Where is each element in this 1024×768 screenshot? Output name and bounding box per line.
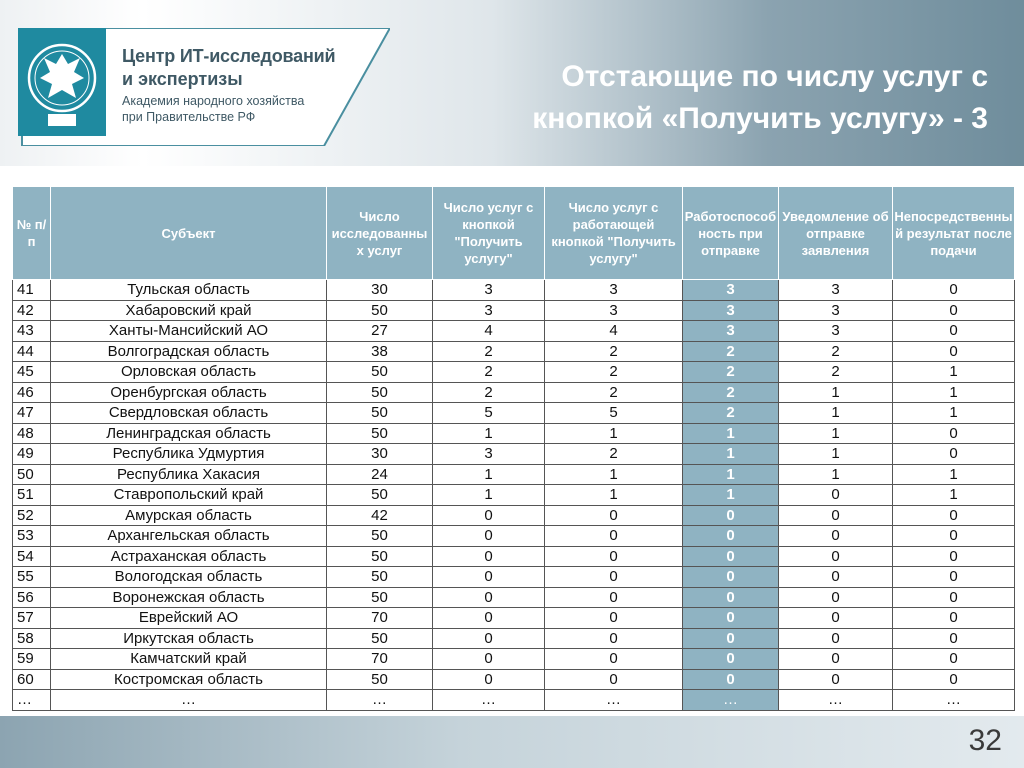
table-cell: 2 <box>779 341 893 362</box>
table-cell: Республика Хакасия <box>51 464 327 485</box>
eagle-emblem-icon <box>18 28 106 136</box>
table-cell: 50 <box>327 362 433 383</box>
table-cell: 1 <box>545 464 683 485</box>
table-cell: 2 <box>683 341 779 362</box>
table-cell: 58 <box>13 628 51 649</box>
table-cell: 1 <box>433 423 545 444</box>
table-cell: 0 <box>893 300 1015 321</box>
table-cell: 50 <box>327 423 433 444</box>
table-cell: 0 <box>779 505 893 526</box>
table-cell: … <box>683 690 779 711</box>
table-cell: 3 <box>683 321 779 342</box>
table-cell: 0 <box>893 341 1015 362</box>
table-cell: 1 <box>779 464 893 485</box>
table-cell: 0 <box>433 546 545 567</box>
table-cell: 0 <box>779 567 893 588</box>
table-cell: 2 <box>433 341 545 362</box>
table-cell: 2 <box>545 341 683 362</box>
table-cell: 0 <box>893 669 1015 690</box>
table-cell: Хабаровский край <box>51 300 327 321</box>
table-cell: 2 <box>779 362 893 383</box>
table-cell: … <box>13 690 51 711</box>
table-cell: 2 <box>545 444 683 465</box>
table-cell: 56 <box>13 587 51 608</box>
table-cell: 1 <box>893 382 1015 403</box>
table-cell: 3 <box>433 280 545 301</box>
table-cell: 70 <box>327 608 433 629</box>
table-row <box>13 464 1015 485</box>
table-row <box>13 341 1015 362</box>
slide-header <box>0 0 1024 166</box>
table-cell: 41 <box>13 280 51 301</box>
table-cell: 49 <box>13 444 51 465</box>
table-cell: 0 <box>683 567 779 588</box>
table-cell: 0 <box>779 485 893 506</box>
org-name-line-1: Центр ИТ-исследований <box>122 46 336 66</box>
table-cell: 0 <box>893 423 1015 444</box>
table-cell: 3 <box>683 280 779 301</box>
table-cell: 30 <box>327 444 433 465</box>
table-cell: 44 <box>13 341 51 362</box>
table-cell: 1 <box>779 382 893 403</box>
table-cell: 1 <box>779 403 893 424</box>
table-cell: 51 <box>13 485 51 506</box>
table-cell: 0 <box>893 526 1015 547</box>
table-cell: 50 <box>327 567 433 588</box>
table-cell: 50 <box>13 464 51 485</box>
table-cell: 0 <box>433 505 545 526</box>
table-row <box>13 423 1015 444</box>
table-cell: 55 <box>13 567 51 588</box>
table-row <box>13 321 1015 342</box>
table-cell: 50 <box>327 300 433 321</box>
table-row <box>13 587 1015 608</box>
table-header-row <box>13 187 1015 280</box>
table-cell: 0 <box>683 587 779 608</box>
table-cell: 3 <box>683 300 779 321</box>
table-row <box>13 300 1015 321</box>
table-cell: 0 <box>893 649 1015 670</box>
table-cell: 0 <box>433 669 545 690</box>
table-cell: 70 <box>327 649 433 670</box>
table-cell: Астраханская область <box>51 546 327 567</box>
table-cell: 3 <box>433 444 545 465</box>
table-cell: 30 <box>327 280 433 301</box>
page-number: 32 <box>968 724 1002 757</box>
table-cell: 0 <box>433 608 545 629</box>
table-cell: 1 <box>893 403 1015 424</box>
table-row <box>13 485 1015 506</box>
table-cell: Республика Удмуртия <box>51 444 327 465</box>
table-cell: 0 <box>893 567 1015 588</box>
table-cell: 0 <box>545 587 683 608</box>
table-cell: 1 <box>893 464 1015 485</box>
table-cell: Ставропольский край <box>51 485 327 506</box>
table-cell: … <box>779 690 893 711</box>
table-cell: 0 <box>683 505 779 526</box>
table-cell: 42 <box>13 300 51 321</box>
slide-footer <box>0 716 1024 768</box>
table-cell: 0 <box>683 669 779 690</box>
table-cell: Ленинградская область <box>51 423 327 444</box>
table-cell: 50 <box>327 526 433 547</box>
table-cell: 0 <box>893 321 1015 342</box>
table-cell: 1 <box>683 485 779 506</box>
table-row <box>13 649 1015 670</box>
column-header: Непосредственный результат после подачи <box>893 187 1015 280</box>
table-row <box>13 362 1015 383</box>
table-row <box>13 382 1015 403</box>
org-name-line-2: и экспертизы <box>122 69 243 89</box>
table-cell: 4 <box>545 321 683 342</box>
table-cell: 46 <box>13 382 51 403</box>
column-header: Субъект <box>51 187 327 280</box>
table-cell: 0 <box>893 505 1015 526</box>
table-cell: 1 <box>433 485 545 506</box>
table-cell: Свердловская область <box>51 403 327 424</box>
column-header: Число услуг с кнопкой "Получить услугу" <box>433 187 545 280</box>
table-cell: 50 <box>327 628 433 649</box>
organization-logo <box>18 28 390 146</box>
table-cell: 1 <box>779 423 893 444</box>
table-cell: Ханты-Мансийский АО <box>51 321 327 342</box>
table-cell: 53 <box>13 526 51 547</box>
table-row <box>13 526 1015 547</box>
table-cell: 1 <box>683 464 779 485</box>
table-cell: Волгоградская область <box>51 341 327 362</box>
table-cell: 1 <box>545 423 683 444</box>
table-cell: 0 <box>545 505 683 526</box>
table-cell: 2 <box>683 362 779 383</box>
table-cell: 0 <box>893 546 1015 567</box>
table-cell: 3 <box>433 300 545 321</box>
table-cell: 0 <box>545 526 683 547</box>
table-cell: 57 <box>13 608 51 629</box>
table-cell: 50 <box>327 485 433 506</box>
table-cell: 5 <box>433 403 545 424</box>
column-header: Число исследованных услуг <box>327 187 433 280</box>
org-subtitle-line-1: Академия народного хозяйства <box>122 94 305 108</box>
table-cell: 2 <box>683 382 779 403</box>
table-cell: 0 <box>779 649 893 670</box>
table-cell: 45 <box>13 362 51 383</box>
slide-title-line-2: кнопкой «Получить услугу» - 3 <box>532 102 988 135</box>
services-table <box>12 186 1015 711</box>
table-row <box>13 567 1015 588</box>
table-cell: 0 <box>893 444 1015 465</box>
table-cell: 60 <box>13 669 51 690</box>
table-cell: … <box>893 690 1015 711</box>
table-cell: Воронежская область <box>51 587 327 608</box>
table-cell: 0 <box>545 567 683 588</box>
table-cell: 3 <box>545 300 683 321</box>
table-cell: 0 <box>779 526 893 547</box>
table-cell: … <box>327 690 433 711</box>
table-cell: 4 <box>433 321 545 342</box>
table-cell: Вологодская область <box>51 567 327 588</box>
table-cell: 0 <box>893 608 1015 629</box>
table-row <box>13 403 1015 424</box>
table-cell: 50 <box>327 382 433 403</box>
table-row <box>13 690 1015 711</box>
table-cell: 2 <box>433 362 545 383</box>
table-cell: 0 <box>893 280 1015 301</box>
table-cell: 3 <box>545 280 683 301</box>
table-cell: 54 <box>13 546 51 567</box>
table-cell: … <box>51 690 327 711</box>
table-cell: Амурская область <box>51 505 327 526</box>
table-cell: 50 <box>327 403 433 424</box>
table-cell: 43 <box>13 321 51 342</box>
table-cell: 0 <box>893 628 1015 649</box>
table-cell: 0 <box>433 567 545 588</box>
table-cell: 0 <box>893 587 1015 608</box>
table-cell: 0 <box>433 628 545 649</box>
table-row <box>13 608 1015 629</box>
table-row <box>13 546 1015 567</box>
table-cell: 50 <box>327 546 433 567</box>
table-cell: 0 <box>779 608 893 629</box>
table-cell: 0 <box>433 526 545 547</box>
table-cell: 0 <box>545 628 683 649</box>
table-cell: … <box>433 690 545 711</box>
table-cell: 0 <box>683 649 779 670</box>
table-cell: Орловская область <box>51 362 327 383</box>
table-cell: Оренбургская область <box>51 382 327 403</box>
table-cell: 5 <box>545 403 683 424</box>
table-cell: 0 <box>779 546 893 567</box>
table-cell: 0 <box>683 608 779 629</box>
table-cell: 0 <box>545 649 683 670</box>
table-cell: 0 <box>683 628 779 649</box>
table-cell: 50 <box>327 669 433 690</box>
table-cell: 2 <box>433 382 545 403</box>
slide-title <box>428 56 988 140</box>
slide-title-line-1: Отстающие по числу услуг с <box>561 60 988 93</box>
table-body <box>13 280 1015 711</box>
table-cell: 0 <box>545 669 683 690</box>
table-cell: Иркутская область <box>51 628 327 649</box>
table-cell: 27 <box>327 321 433 342</box>
table-cell: 0 <box>433 649 545 670</box>
table-cell: 0 <box>779 628 893 649</box>
table-cell: 3 <box>779 280 893 301</box>
table-cell: 2 <box>683 403 779 424</box>
table-cell: 0 <box>683 526 779 547</box>
table-cell: 52 <box>13 505 51 526</box>
org-subtitle-line-2: при Правительстве РФ <box>122 110 256 124</box>
table-cell: 0 <box>779 669 893 690</box>
table-cell: 1 <box>545 485 683 506</box>
column-header: Работоспособность при отправке <box>683 187 779 280</box>
table-cell: 38 <box>327 341 433 362</box>
table-cell: 1 <box>683 423 779 444</box>
table-cell: 1 <box>683 444 779 465</box>
table-cell: 1 <box>779 444 893 465</box>
table-cell: 3 <box>779 321 893 342</box>
table-row <box>13 505 1015 526</box>
table-cell: 48 <box>13 423 51 444</box>
table-cell: 0 <box>779 587 893 608</box>
table-cell: 1 <box>433 464 545 485</box>
table-cell: 2 <box>545 382 683 403</box>
table-row <box>13 444 1015 465</box>
table-cell: 0 <box>545 608 683 629</box>
table-cell: Камчатский край <box>51 649 327 670</box>
table-cell: 24 <box>327 464 433 485</box>
table-row <box>13 669 1015 690</box>
table-cell: Костромская область <box>51 669 327 690</box>
column-header: № п/п <box>13 187 51 280</box>
table-cell: 0 <box>545 546 683 567</box>
table-cell: 0 <box>683 546 779 567</box>
column-header: Число услуг с работающей кнопкой "Получить услугу" <box>545 187 683 280</box>
table-cell: 3 <box>779 300 893 321</box>
table-row <box>13 628 1015 649</box>
column-header: Уведомление об отправке заявления <box>779 187 893 280</box>
table-cell: 59 <box>13 649 51 670</box>
table-cell: Тульская область <box>51 280 327 301</box>
table-cell: Архангельская область <box>51 526 327 547</box>
table-cell: 50 <box>327 587 433 608</box>
table-cell: 47 <box>13 403 51 424</box>
table-cell: Еврейский АО <box>51 608 327 629</box>
table-cell: 42 <box>327 505 433 526</box>
table-cell: 2 <box>545 362 683 383</box>
table-row <box>13 280 1015 301</box>
table-cell: … <box>545 690 683 711</box>
table-cell: 0 <box>433 587 545 608</box>
table-cell: 1 <box>893 485 1015 506</box>
table-cell: 1 <box>893 362 1015 383</box>
